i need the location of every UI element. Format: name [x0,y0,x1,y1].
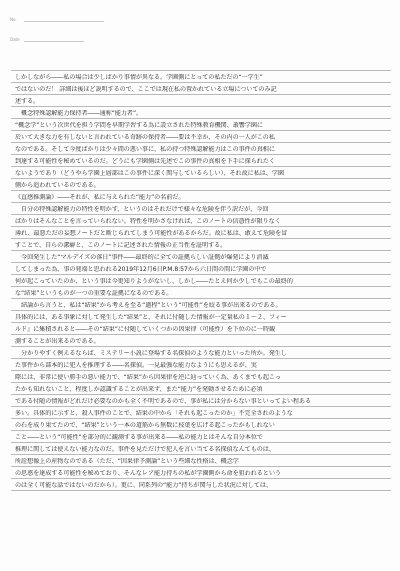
handwritten-text-line: ではないのだ！ 詳細は後ほど説明するので、ここでは現在私の置かれている立場についてのみ記 [15,86,277,93]
ruled-line [11,167,391,179]
ruled-line [11,95,391,107]
handwritten-text-line: 分かりやすく例えるならば、ミステリー小説に登場する名探偵のような能力といった所か。発生し [15,350,287,357]
ruled-line [11,203,391,215]
ruled-line [11,191,391,203]
ruled-sheet [11,64,391,491]
handwritten-text-line: 《直感推測論》――それが、私に与えられた“能力”の名前だ。 [15,194,185,201]
ruled-line [11,119,391,131]
handwritten-text-line: の石を成り果てたので、“結果”という一本の道筋から無数に枝葉を広げる起こったかもしれない [15,422,275,429]
ruled-line [11,83,391,95]
ruled-line [11,455,391,467]
ruled-line [11,299,391,311]
ruled-line [11,335,391,347]
handwritten-text-line: してしまった為、事の発端と思われる2019年12月6日P.M.8:57から六日間の間に学園の中で [15,266,267,273]
ruled-line [11,215,391,227]
handwritten-text-line: 推理に関しては使えない能力なのだ。事件を見ただけで犯人を言い当てる名探偵なんてものは、 [15,446,275,453]
ruled-line [11,383,391,395]
handwritten-text-line: なのである。そして今度ばかりは少々間の悪い事に、私の持つ特殊認解能力はこの事件の真相に [15,146,275,153]
handwritten-text-line: こと――という“可能性”を部分的に観測する事が出来る――私の能力とはそんな自分本位で [15,434,263,441]
handwritten-text-line: 具体的には、ある事象に対して発生した“結果”と、それに付随した情報が一定量私の１〜２、フィー [15,314,287,321]
ruled-line [11,371,391,383]
handwritten-text-line: の思惑を達成する可能性を秘めており、そんなレア能力持ちの私が学園側から命を狙われるという [15,470,281,477]
number-label: No. [10,17,17,22]
ruled-line [11,107,391,119]
handwritten-text-line: である付随の情報がどれだけ必要なのかも全く不明であるので、事が私には分からない事といってよい程ある [15,398,312,405]
ruled-line [11,419,391,431]
ruled-line [11,227,391,239]
ruled-line [11,143,391,155]
ruled-line [11,323,391,335]
handwritten-text-line: 於いて大きな力を有しないと言われている奇跡の保持者――要は不幸か、その内の一人がこの私 [15,134,275,141]
date-row [10,28,390,42]
handwritten-text-line: ないようであり（どうやら学園上層部はこの事件に深く関与しているらしい）、それ故に私は、学園 [15,170,284,177]
handwritten-text-line: 述する。 [15,98,40,105]
ruled-line [11,407,391,419]
handwritten-text-line: すことで、自らの潔癖と、このノートに記述された情報の正当性を証明する。 [15,242,227,249]
handwritten-text-line: な“結果”というものが一つの重要な証拠になるのである。 [15,290,173,297]
handwritten-text-line: 何が起こっていたのか、という事は今更知りようがないし、しかし――たとえ何か少しでもこの最終的 [15,278,293,285]
handwritten-text-line: ばかりはそんなことを言っていられない。特性を明かさなければ、このノートの信憑性が限りなく [15,218,281,225]
handwritten-text-line: 測することが出来るのである。 [15,338,100,345]
date-label: Date [10,37,20,42]
ruled-line [11,131,391,143]
ruled-line [11,443,391,455]
ruled-line [11,395,391,407]
ruled-line [11,359,391,371]
ruled-line [11,311,391,323]
ruled-line [11,251,391,263]
handwritten-text-line: 所詮想像上の産物なのである（ただ、“因果律予測論”という些細な性格は、概念学 [15,458,239,465]
ruled-line [11,239,391,251]
ruled-line [11,263,391,275]
page-header [10,8,390,44]
ruled-line [11,71,391,83]
handwritten-text-line: 自分の特殊認解能力の特性を明かす、というのはそれだけで様々な危険を伴う訳だが、今回 [15,206,269,213]
handwritten-text-line: 際には、非常に使い勝手の悪い能力で、“結果”から因果律を逆に辿っていく為、あくまでも起こっ [15,374,281,381]
handwritten-text-line: しかしながら――私の場合は少しばかり事情が異なる。学園側にとっての私ただの“一学生” [15,74,263,81]
ruled-line [11,275,391,287]
handwritten-text-line: 側から追われているのである。 [15,182,100,189]
ruled-line [11,179,391,191]
ruled-line [11,479,391,491]
number-line [24,20,104,22]
handwritten-text-line: 多い。具体的に示すと、殺人事件のことで、結果の中から「それも起こったのか」不完全されのような [15,410,293,417]
handwritten-text-line: た事件から部本的に犯人を推理する――名探偵。一見最強な能力なようにも思えるが、実 [15,362,257,369]
handwritten-text-line: “概念学”という次世代を担う学問を早期学習する為に設立された特殊教育機関、叢響学園に [15,122,263,129]
ruled-line [11,287,391,299]
handwritten-text-line: 結論から言うと、私は“結果”から考えを至る“過程”という“可能性”を絞る事が出来るのである。 [15,302,282,309]
ruled-line [11,467,391,479]
ruled-line [11,64,391,71]
date-line [24,40,84,42]
handwritten-text-line: ルド』に集積されると――その“結果”に付随していくつかの因果律（可能性）を下位のに一時観 [15,326,276,333]
ruled-line [11,347,391,359]
handwritten-text-line: 概念特殊認解能力保持者――通称“能力者”。 [15,110,143,117]
handwritten-text-line: 到達する可能性を秘めているのだ。どうにも学園側は先述でこの事件の真相を下手に探られたく [15,158,275,165]
handwritten-text-line: 今回発生した“マルデイズの落日”事件――最終的に全ての証拠らしい証拠が爆発により消滅 [15,254,269,261]
handwritten-text-line: たかも知れないこと、程度しか認識することが出来ず、また“能力”を発動させるために必須 [15,386,263,393]
handwritten-text-line: のは全く可能な話ではないのだから）。更に、同系列の“能力”持ちが関与した状況に対しては、 [15,482,273,489]
handwritten-text-line: 薄れ、最悪ただの妄想ノートだと断じられてしまう可能性があるからだ。故に私は、敢えて危険を冒 [15,230,288,237]
ruled-line [11,155,391,167]
ruled-line [11,431,391,443]
number-row [10,8,390,22]
